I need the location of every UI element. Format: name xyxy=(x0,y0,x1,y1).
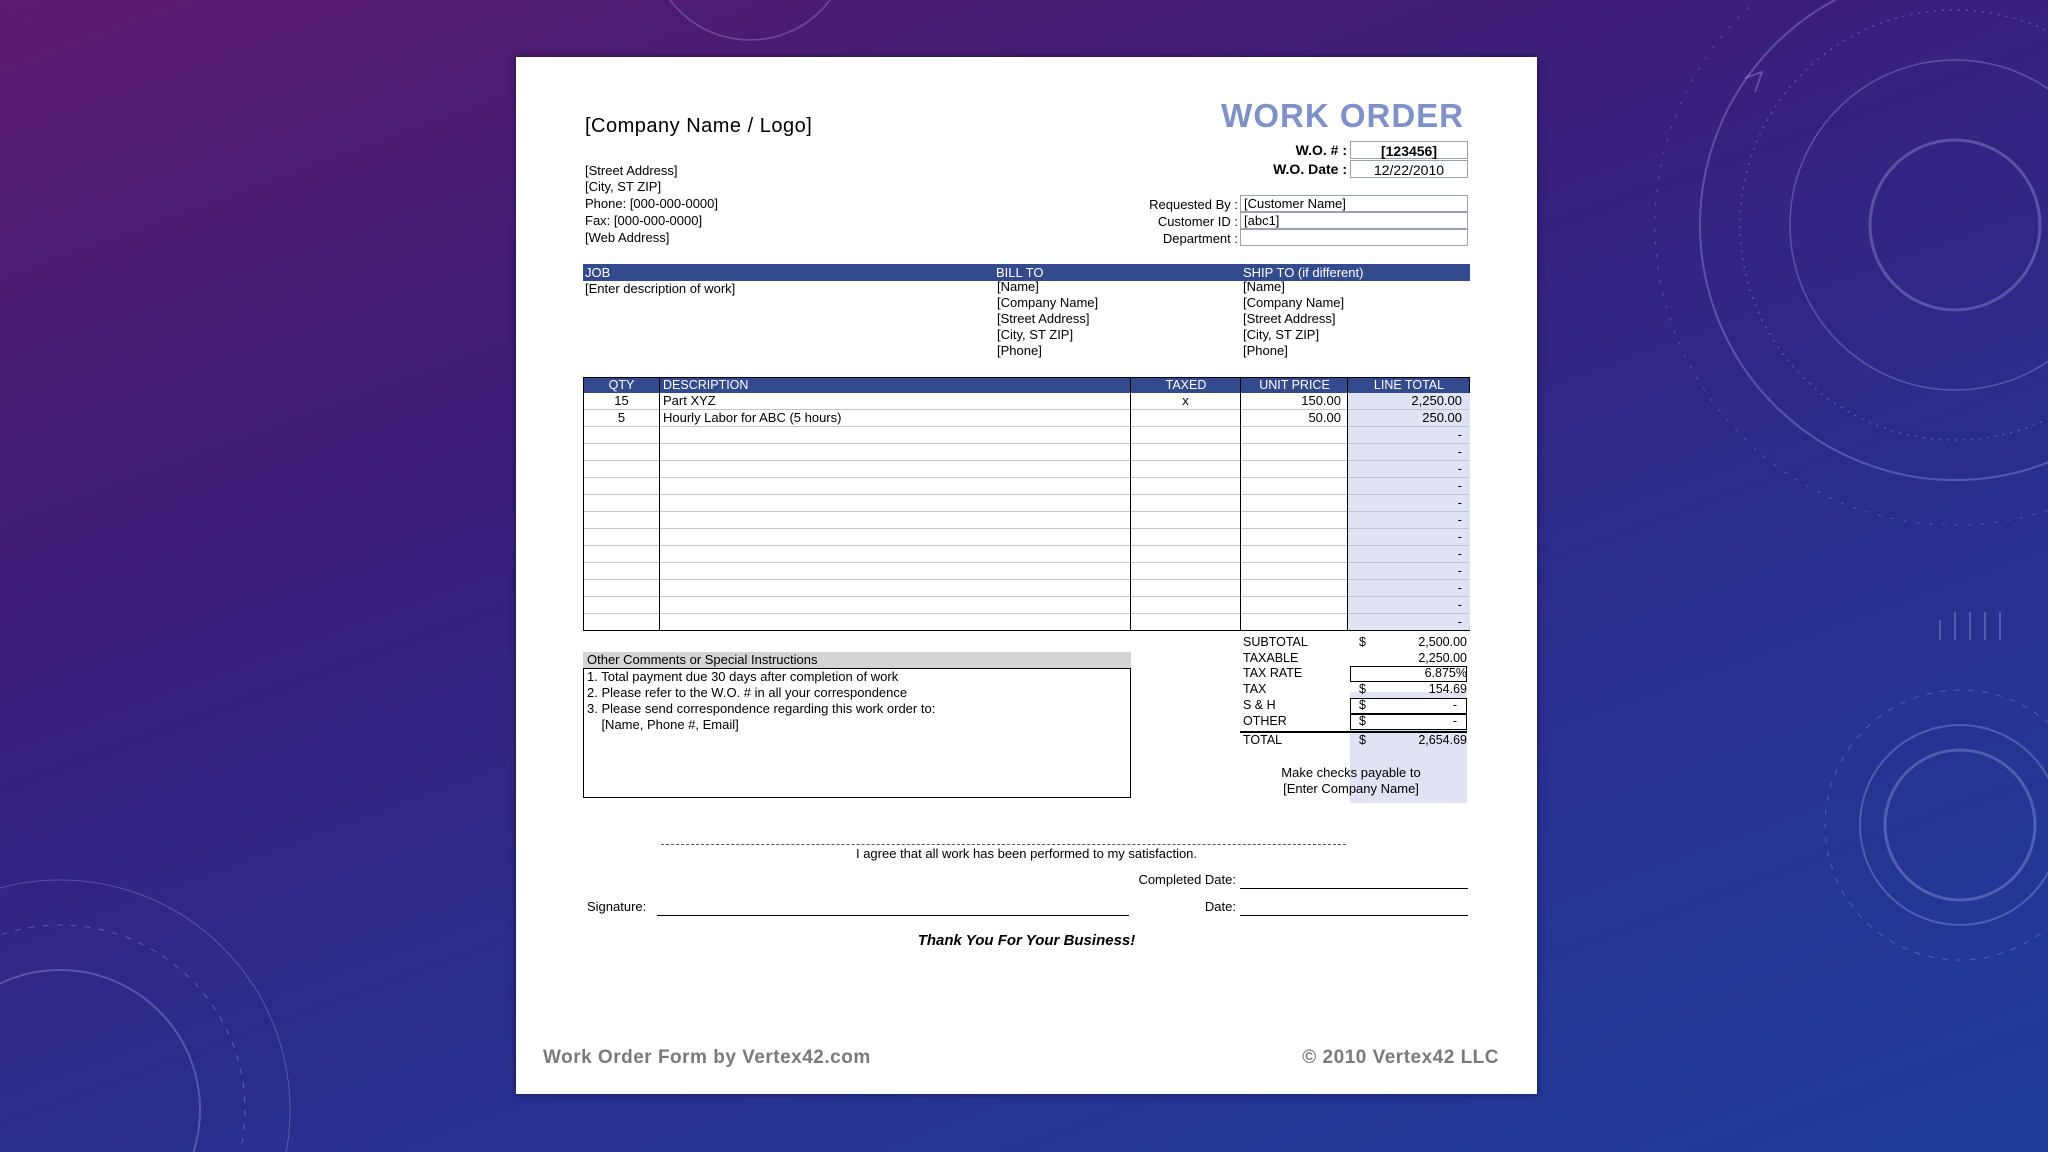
sh-value: - xyxy=(1452,698,1457,712)
line-items-header xyxy=(584,378,1469,393)
description-cell[interactable] xyxy=(663,597,1128,613)
bill-to-name: [Name] xyxy=(997,279,1039,294)
wo-number-field[interactable]: [123456] xyxy=(1350,141,1468,159)
description-cell[interactable] xyxy=(663,563,1128,579)
ship-to-city: [City, ST ZIP] xyxy=(1243,327,1320,342)
qty-cell[interactable] xyxy=(584,478,659,494)
payable-line-1: Make checks payable to xyxy=(1281,765,1421,780)
taxed-cell[interactable] xyxy=(1131,512,1240,528)
qty-cell[interactable] xyxy=(584,580,659,596)
other-currency: $ xyxy=(1359,714,1366,728)
comments-header: Other Comments or Special Instructions xyxy=(583,652,1131,668)
sh-field[interactable] xyxy=(1350,698,1467,714)
table-row[interactable] xyxy=(584,393,1469,409)
qty-cell[interactable]: 5 xyxy=(617,410,626,425)
unit-price-cell[interactable] xyxy=(1241,444,1341,460)
qty-cell[interactable] xyxy=(584,461,659,477)
other-value: - xyxy=(1452,714,1457,728)
customer-id-label: Customer ID : xyxy=(1157,214,1238,229)
table-row[interactable] xyxy=(584,511,1469,528)
completed-date-line[interactable] xyxy=(1240,888,1468,889)
taxed-cell[interactable] xyxy=(1131,461,1240,477)
signature-line[interactable] xyxy=(657,915,1129,916)
taxable-label: TAXABLE xyxy=(1243,651,1299,665)
unit-price-header: UNIT PRICE xyxy=(1259,378,1330,392)
unit-price-cell[interactable]: 150.00 xyxy=(1301,393,1341,408)
agreement-divider xyxy=(661,844,1346,845)
description-cell[interactable] xyxy=(663,478,1128,494)
footer-credit: Work Order Form by Vertex42.com xyxy=(543,1047,871,1068)
job-description[interactable]: [Enter description of work] xyxy=(585,281,736,296)
description-header: DESCRIPTION xyxy=(663,378,749,392)
unit-price-cell[interactable] xyxy=(1241,597,1341,613)
department-field[interactable] xyxy=(1240,229,1468,246)
comment-line: 3. Please send correspondence regarding this work order to: xyxy=(587,701,936,716)
line-total-cell[interactable]: - xyxy=(1457,529,1462,544)
taxed-cell[interactable] xyxy=(1131,444,1240,460)
subtotal-currency: $ xyxy=(1359,635,1366,649)
line-total-cell[interactable]: - xyxy=(1457,478,1462,493)
sh-currency: $ xyxy=(1359,698,1366,712)
line-total-cell[interactable]: - xyxy=(1457,614,1462,629)
line-total-cell[interactable]: - xyxy=(1457,597,1462,612)
signature-label: Signature: xyxy=(587,899,647,914)
table-row[interactable] xyxy=(584,528,1469,545)
qty-cell[interactable] xyxy=(584,614,659,630)
company-name: [Company Name / Logo] xyxy=(585,115,813,137)
qty-cell[interactable] xyxy=(584,495,659,511)
description-cell[interactable] xyxy=(663,444,1128,460)
comment-line: 2. Please refer to the W.O. # in all your correspondence xyxy=(587,685,908,700)
street-address: [Street Address] xyxy=(585,163,678,178)
taxed-cell[interactable] xyxy=(1131,546,1240,562)
total-label: TOTAL xyxy=(1243,733,1283,747)
date-label: Date: xyxy=(1204,899,1236,914)
description-cell[interactable]: Hourly Labor for ABC (5 hours) xyxy=(663,410,842,425)
table-row[interactable] xyxy=(584,562,1469,579)
web-address: [Web Address] xyxy=(585,230,670,245)
line-total-cell[interactable]: - xyxy=(1457,546,1462,561)
taxrate-label: TAX RATE xyxy=(1243,666,1303,680)
line-total-cell[interactable]: - xyxy=(1457,512,1462,527)
wo-date-label: W.O. Date : xyxy=(1273,161,1347,177)
ship-to-name: [Name] xyxy=(1243,279,1285,294)
line-total-cell[interactable]: 250.00 xyxy=(1422,410,1462,425)
line-total-cell[interactable]: - xyxy=(1457,563,1462,578)
description-cell[interactable] xyxy=(663,580,1128,596)
description-cell[interactable] xyxy=(663,614,1128,630)
bill-to-company: [Company Name] xyxy=(997,295,1099,310)
description-cell[interactable]: Part XYZ xyxy=(663,393,716,408)
table-row[interactable] xyxy=(584,579,1469,596)
table-row[interactable] xyxy=(584,443,1469,460)
table-row[interactable] xyxy=(584,460,1469,477)
taxed-cell[interactable] xyxy=(1131,580,1240,596)
city-state-zip: [City, ST ZIP] xyxy=(585,179,662,194)
description-cell[interactable] xyxy=(663,512,1128,528)
requested-by-field[interactable]: [Customer Name] xyxy=(1240,195,1468,212)
unit-price-cell[interactable] xyxy=(1241,546,1341,562)
taxable-value: 2,250.00 xyxy=(1418,651,1467,665)
company-phone: Phone: [000-000-0000] xyxy=(585,196,718,211)
unit-price-cell[interactable] xyxy=(1241,580,1341,596)
qty-cell[interactable] xyxy=(584,444,659,460)
taxed-cell[interactable] xyxy=(1131,597,1240,613)
comments-box[interactable] xyxy=(583,668,1131,798)
line-total-cell[interactable]: - xyxy=(1457,580,1462,595)
taxed-cell[interactable] xyxy=(1131,427,1240,443)
ship-to-phone: [Phone] xyxy=(1243,343,1288,358)
line-total-cell[interactable]: - xyxy=(1457,495,1462,510)
department-label: Department : xyxy=(1162,231,1238,246)
unit-price-cell[interactable] xyxy=(1241,495,1341,511)
qty-cell[interactable] xyxy=(584,546,659,562)
table-row[interactable] xyxy=(584,477,1469,494)
total-currency: $ xyxy=(1359,733,1366,747)
unit-price-cell[interactable]: 50.00 xyxy=(1308,410,1341,425)
taxed-cell[interactable] xyxy=(1131,529,1240,545)
completed-date-label: Completed Date: xyxy=(1138,872,1236,887)
table-row[interactable] xyxy=(584,494,1469,511)
description-cell[interactable] xyxy=(663,461,1128,477)
footer-copyright: © 2010 Vertex42 LLC xyxy=(1302,1047,1499,1068)
bill-to-street: [Street Address] xyxy=(997,311,1090,326)
company-fax: Fax: [000-000-0000] xyxy=(585,213,703,228)
comment-line: 1. Total payment due 30 days after completion of work xyxy=(587,669,899,684)
comment-line: [Name, Phone #, Email] xyxy=(587,717,739,732)
table-row[interactable] xyxy=(584,596,1469,613)
agreement-text: I agree that all work has been performed to my satisfaction. xyxy=(855,846,1198,861)
work-order-document xyxy=(516,57,1537,1094)
tax-value: 154.69 xyxy=(1428,682,1467,696)
taxed-cell[interactable] xyxy=(1131,410,1240,426)
table-row[interactable] xyxy=(584,426,1469,443)
unit-price-cell[interactable] xyxy=(1241,461,1341,477)
unit-price-cell[interactable] xyxy=(1241,563,1341,579)
unit-price-cell[interactable] xyxy=(1241,529,1341,545)
payable-line-2: [Enter Company Name] xyxy=(1283,781,1419,796)
job-heading: JOB xyxy=(585,265,611,280)
unit-price-cell[interactable] xyxy=(1241,614,1341,630)
line-items-body xyxy=(584,393,1469,630)
table-row[interactable] xyxy=(584,613,1469,630)
line-total-cell[interactable]: - xyxy=(1457,461,1462,476)
taxrate-value: 6.875% xyxy=(1424,666,1467,680)
wo-date-field[interactable]: 12/22/2010 xyxy=(1350,160,1468,178)
taxed-cell[interactable] xyxy=(1131,495,1240,511)
tax-currency: $ xyxy=(1359,682,1366,696)
unit-price-cell[interactable] xyxy=(1241,512,1341,528)
bill-to-city: [City, ST ZIP] xyxy=(997,327,1074,342)
description-cell[interactable] xyxy=(663,529,1128,545)
taxed-header: TAXED xyxy=(1165,378,1207,392)
taxed-cell[interactable]: x xyxy=(1182,393,1189,408)
ship-to-company: [Company Name] xyxy=(1243,295,1345,310)
ship-to-heading: SHIP TO (if different) xyxy=(1243,265,1364,280)
unit-price-cell[interactable] xyxy=(1241,427,1341,443)
line-total-cell[interactable]: 2,250.00 xyxy=(1411,393,1462,408)
date-line[interactable] xyxy=(1240,915,1468,916)
bill-to-heading: BILL TO xyxy=(996,265,1044,280)
unit-price-cell[interactable] xyxy=(1241,478,1341,494)
qty-cell[interactable] xyxy=(584,512,659,528)
table-row[interactable] xyxy=(584,545,1469,562)
bill-to-phone: [Phone] xyxy=(997,343,1042,358)
line-items-table xyxy=(583,377,1470,631)
qty-cell[interactable]: 15 xyxy=(614,393,629,408)
subtotal-value: 2,500.00 xyxy=(1418,635,1467,649)
taxed-cell[interactable] xyxy=(1131,478,1240,494)
description-cell[interactable] xyxy=(663,495,1128,511)
qty-header: QTY xyxy=(608,378,635,392)
line-total-cell[interactable]: - xyxy=(1457,427,1462,442)
qty-cell[interactable] xyxy=(584,563,659,579)
description-cell[interactable] xyxy=(663,546,1128,562)
qty-cell[interactable] xyxy=(584,529,659,545)
other-field[interactable] xyxy=(1350,714,1467,730)
description-cell[interactable] xyxy=(663,427,1128,443)
subtotal-label: SUBTOTAL xyxy=(1243,635,1308,649)
table-row[interactable] xyxy=(584,409,1469,426)
total-value: 2,654.69 xyxy=(1418,733,1467,747)
line-total-header: LINE TOTAL xyxy=(1373,378,1445,392)
sh-label: S & H xyxy=(1243,698,1276,712)
tax-label: TAX xyxy=(1243,682,1267,696)
other-label: OTHER xyxy=(1243,714,1287,728)
wo-number-label: W.O. # : xyxy=(1295,142,1347,158)
line-total-cell[interactable]: - xyxy=(1457,444,1462,459)
ship-to-street: [Street Address] xyxy=(1243,311,1336,326)
taxed-cell[interactable] xyxy=(1131,614,1240,630)
customer-id-field[interactable]: [abc1] xyxy=(1240,212,1468,229)
document-title: WORK ORDER xyxy=(1221,97,1464,134)
taxed-cell[interactable] xyxy=(1131,563,1240,579)
requested-by-label: Requested By : xyxy=(1149,197,1238,212)
qty-cell[interactable] xyxy=(584,427,659,443)
thank-you-message: Thank You For Your Business! xyxy=(917,932,1136,949)
qty-cell[interactable] xyxy=(584,597,659,613)
